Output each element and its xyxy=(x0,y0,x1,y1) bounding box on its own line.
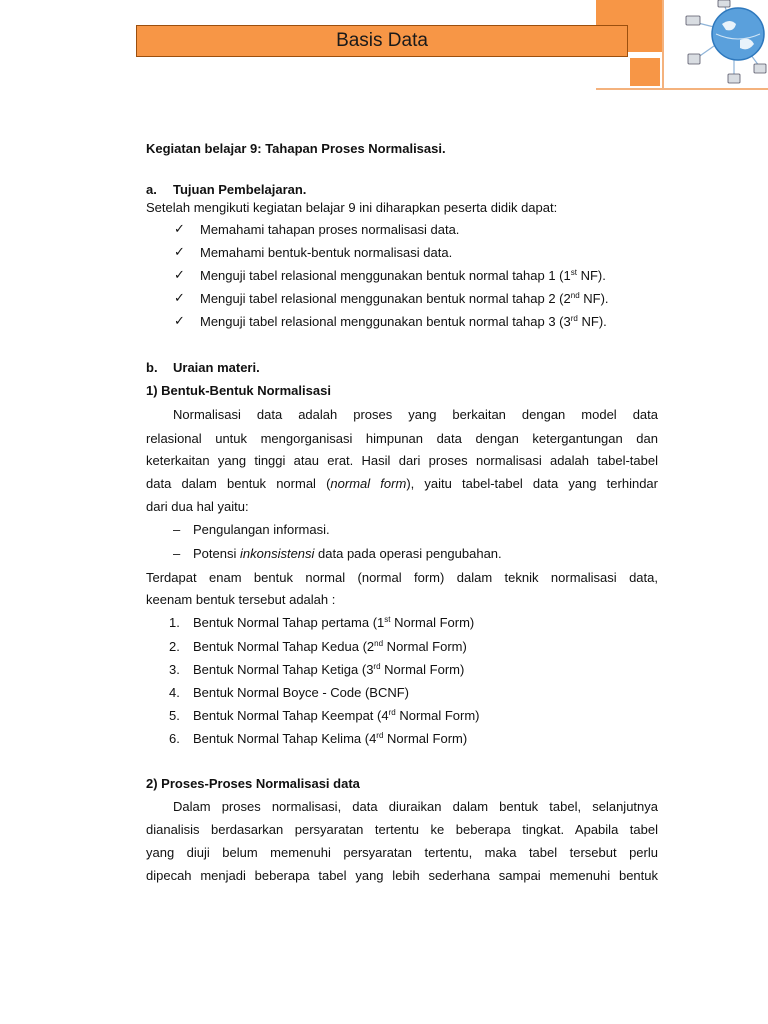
objective-item: Menguji tabel relasional menggunakan bentuk normal tahap 3 (3rd NF). xyxy=(200,314,607,329)
header-divider-horizontal xyxy=(596,88,768,90)
dash-item: Pengulangan informasi. xyxy=(193,522,330,537)
list-number: 3. xyxy=(169,662,180,677)
list-item: Bentuk Normal Tahap pertama (1st Normal Form) xyxy=(193,615,475,630)
header-block-small xyxy=(630,58,660,86)
check-icon: ✓ xyxy=(174,221,185,236)
list-item: Bentuk Normal Tahap Ketiga (3rd Normal Form) xyxy=(193,662,465,677)
paragraph-line: Normalisasi data adalah proses yang berkaitan dengan model data xyxy=(173,407,658,422)
page-title: Kegiatan belajar 9: Tahapan Proses Normalisasi. xyxy=(146,141,446,156)
section-b-marker: b. xyxy=(146,360,158,375)
header-title: Basis Data xyxy=(336,30,428,51)
subsection-2-heading: 2) Proses-Proses Normalisasi data xyxy=(146,776,360,791)
list-number: 2. xyxy=(169,639,180,654)
dash-item: Potensi inkonsistensi data pada operasi pengubahan. xyxy=(193,546,502,561)
section-a-marker: a. xyxy=(146,182,157,197)
check-icon: ✓ xyxy=(174,244,185,259)
paragraph-line: yang diuji belum memenuhi persyaratan tertentu, maka tabel tersebut perlu xyxy=(146,845,658,860)
paragraph-line: relasional untuk mengorganisasi himpunan data dengan ketergantungan dan xyxy=(146,431,658,446)
header-title-bar xyxy=(136,25,628,57)
section-a-intro: Setelah mengikuti kegiatan belajar 9 ini diharapkan peserta didik dapat: xyxy=(146,200,558,215)
check-icon: ✓ xyxy=(174,313,185,328)
paragraph-line: keterkaitan yang tinggi atau erat. Hasil dari proses normalisasi adalah tabel-tabel xyxy=(146,453,658,468)
list-number: 1. xyxy=(169,615,180,630)
list-item: Bentuk Normal Boyce - Code (BCNF) xyxy=(193,685,410,700)
dash-bullet: – xyxy=(173,522,181,537)
list-item: Bentuk Normal Tahap Kelima (4rd Normal Form) xyxy=(193,731,468,746)
objective-item: Menguji tabel relasional menggunakan bentuk normal tahap 1 (1st NF). xyxy=(200,268,606,283)
objective-item: Memahami bentuk-bentuk normalisasi data. xyxy=(200,245,453,260)
network-globe-icon xyxy=(664,0,768,88)
list-number: 5. xyxy=(169,708,180,723)
section-b-heading: Uraian materi. xyxy=(173,360,260,375)
subsection-1-heading: 1) Bentuk-Bentuk Normalisasi xyxy=(146,383,331,398)
objective-item: Menguji tabel relasional menggunakan bentuk normal tahap 2 (2nd NF). xyxy=(200,291,609,306)
list-number: 6. xyxy=(169,731,180,746)
check-icon: ✓ xyxy=(174,267,185,282)
check-icon: ✓ xyxy=(174,290,185,305)
paragraph-line: data dalam bentuk normal (normal form), yaitu tabel-tabel data yang terhindar xyxy=(146,476,658,491)
objective-item: Memahami tahapan proses normalisasi data. xyxy=(200,222,460,237)
paragraph-line: keenam bentuk tersebut adalah : xyxy=(146,592,336,607)
paragraph-line: dianalisis berdasarkan persyaratan tertentu ke beberapa tingkat. Apabila tabel xyxy=(146,822,658,837)
list-item: Bentuk Normal Tahap Kedua (2nd Normal Form) xyxy=(193,639,467,654)
section-a-heading: Tujuan Pembelajaran. xyxy=(173,182,307,197)
paragraph-line: Dalam proses normalisasi, data diuraikan dalam bentuk tabel, selanjutnya xyxy=(173,799,658,814)
paragraph-line: dari dua hal yaitu: xyxy=(146,499,249,514)
list-item: Bentuk Normal Tahap Keempat (4rd Normal Form) xyxy=(193,708,480,723)
dash-bullet: – xyxy=(173,546,181,561)
paragraph-line: dipecah menjadi beberapa tabel yang lebih sederhana sampai memenuhi bentuk xyxy=(146,868,658,883)
list-number: 4. xyxy=(169,685,180,700)
paragraph-line: Terdapat enam bentuk normal (normal form) dalam teknik normalisasi data, xyxy=(146,570,658,585)
